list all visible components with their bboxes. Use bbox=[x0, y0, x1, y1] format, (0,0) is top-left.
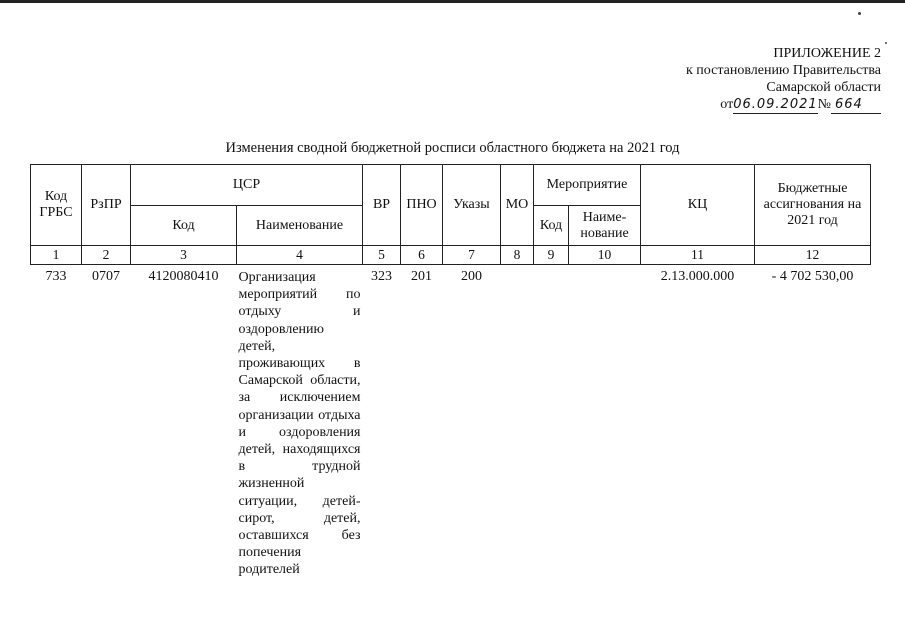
annex-line-2: к постановлению Правительства bbox=[685, 63, 881, 78]
handwritten-number: 664 bbox=[831, 96, 881, 114]
header-meropriyatie: Мероприятие bbox=[534, 165, 641, 206]
header-csr-name: Наименование bbox=[237, 206, 363, 246]
cell-vr: 323 bbox=[371, 269, 392, 284]
col-number: 12 bbox=[755, 246, 871, 265]
header-csr: ЦСР bbox=[131, 165, 363, 206]
col-number: 8 bbox=[501, 246, 534, 265]
cell-budget: - 4 702 530,00 bbox=[771, 269, 854, 284]
header-vr: ВР bbox=[363, 165, 401, 246]
annex-date-line bbox=[641, 96, 881, 114]
cell-mer-name bbox=[569, 265, 641, 579]
page-top-edge bbox=[0, 0, 905, 3]
handwritten-date: 06.09.2021 bbox=[733, 97, 818, 112]
header-kod-grbs: Код ГРБС bbox=[31, 165, 82, 246]
col-number: 7 bbox=[443, 246, 501, 265]
annex-block bbox=[641, 45, 881, 114]
header-mer-name: Наиме-нование bbox=[569, 206, 641, 246]
annex-line-3: Самарской области bbox=[766, 80, 881, 95]
annex-title: ПРИЛОЖЕНИЕ 2 bbox=[773, 46, 881, 61]
header-csr-kod: Код bbox=[131, 206, 237, 246]
col-number: 9 bbox=[534, 246, 569, 265]
cell-kc: 2.13.000.000 bbox=[660, 269, 735, 284]
header-rzpr: РзПР bbox=[82, 165, 131, 246]
header-budget: Бюджетные ассигнования на 2021 год bbox=[755, 165, 871, 246]
col-number: 11 bbox=[641, 246, 755, 265]
cell-name: Организация мероприятий по отдыху и оздоровлению детей, проживающих в Самарской области, за исключением организации отдыха и оздоровления детей, находящихся в трудной жизненной ситуации, детей-сирот, детей, оставшихся без попечения родителей bbox=[238, 270, 361, 578]
from-prefix: от bbox=[720, 97, 734, 112]
scan-speck bbox=[858, 12, 861, 15]
number-prefix: № bbox=[817, 97, 831, 112]
col-number: 10 bbox=[569, 246, 641, 265]
col-number: 1 bbox=[31, 246, 82, 265]
cell-kod-grbs: 733 bbox=[45, 269, 67, 284]
col-number: 2 bbox=[82, 246, 131, 265]
header-pno: ПНО bbox=[401, 165, 443, 246]
col-number: 6 bbox=[401, 246, 443, 265]
col-number: 3 bbox=[131, 246, 237, 265]
col-number: 5 bbox=[363, 246, 401, 265]
cell-rzpr: 0707 bbox=[92, 269, 120, 284]
cell-mo bbox=[501, 265, 534, 579]
header-mo: МО bbox=[501, 165, 534, 246]
header-ukazy: Указы bbox=[443, 165, 501, 246]
cell-ukazy: 200 bbox=[461, 269, 482, 284]
header-kc: КЦ bbox=[641, 165, 755, 246]
column-number-row bbox=[31, 246, 871, 265]
scan-speck bbox=[885, 42, 887, 44]
cell-pno: 201 bbox=[411, 269, 432, 284]
header-mer-kod: Код bbox=[534, 206, 569, 246]
col-number: 4 bbox=[237, 246, 363, 265]
cell-mer-kod bbox=[534, 265, 569, 579]
document-title: Изменения сводной бюджетной росписи областного бюджета на 2021 год bbox=[225, 140, 680, 156]
cell-csr-kod: 4120080410 bbox=[148, 269, 219, 284]
budget-table bbox=[30, 164, 871, 579]
table-row bbox=[31, 265, 871, 579]
